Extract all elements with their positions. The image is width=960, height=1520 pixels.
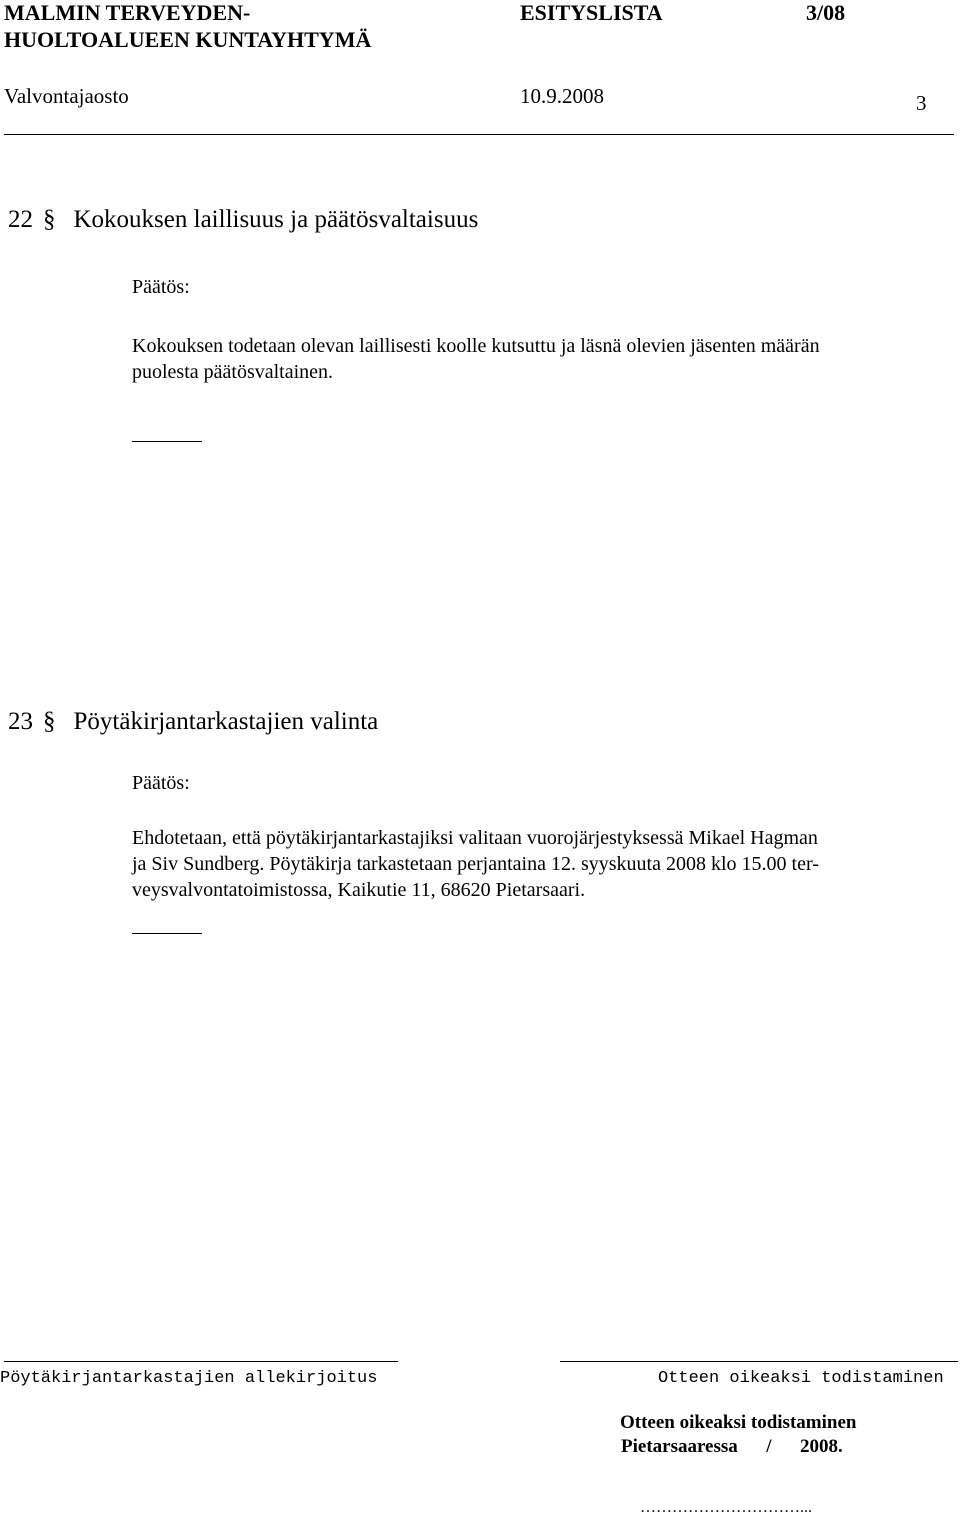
decision-text-line: ja Siv Sundberg. Pöytäkirja tarkastetaan perjantaina 12. syyskuuta 2008 klo 15.00 ter-	[132, 853, 819, 875]
committee-name: Valvontajaosto	[4, 84, 129, 108]
reviewers-signature-label: Pöytäkirjantarkastajien allekirjoitus	[0, 1369, 378, 1388]
doc-number: 3/08	[806, 0, 846, 25]
section-number: 23	[8, 708, 33, 735]
section-heading	[8, 205, 478, 235]
signature-line: …………………………...	[640, 1499, 812, 1516]
certification-title: Otteen oikeaksi todistaminen	[620, 1412, 857, 1433]
section-heading	[8, 707, 378, 737]
signature-rule-right	[560, 1361, 958, 1362]
decision-label: Päätös:	[132, 772, 190, 794]
section-sign: §	[43, 206, 56, 233]
certification-label: Otteen oikeaksi todistaminen	[658, 1369, 944, 1388]
decision-text-line: Ehdotetaan, että pöytäkirjantarkastajiksi valitaan vuorojärjestyksessä Mikael Hagman	[132, 827, 818, 849]
decision-label: Päätös:	[132, 276, 190, 298]
section-title: Kokouksen laillisuus ja päätösvaltaisuus	[73, 206, 479, 233]
section-end-rule	[132, 441, 202, 442]
decision-text-line: veysvalvontatoimistossa, Kaikutie 11, 68620 Pietarsaari.	[132, 879, 586, 901]
section-sign: §	[43, 708, 56, 735]
decision-text-line: puolesta päätösvaltainen.	[132, 361, 334, 383]
decision-text-line: Kokouksen todetaan olevan laillisesti koolle kutsuttu ja läsnä olevien jäsenten määrän	[132, 335, 820, 357]
page-number: 3	[916, 91, 927, 115]
decision-text	[132, 825, 960, 903]
org-name-line1: MALMIN TERVEYDEN-	[4, 0, 251, 25]
section-number: 22	[8, 206, 33, 233]
doc-type: ESITYSLISTA	[520, 0, 663, 25]
meeting-date: 10.9.2008	[520, 84, 604, 108]
decision-text	[132, 333, 960, 385]
org-name-line2: HUOLTOALUEEN KUNTAYHTYMÄ	[4, 27, 372, 52]
section-title: Pöytäkirjantarkastajien valinta	[73, 708, 379, 735]
header-rule	[4, 134, 954, 135]
signature-rule-left	[4, 1361, 398, 1362]
section-end-rule	[132, 933, 202, 934]
certification-place-date: Pietarsaaressa / 2008.	[621, 1436, 843, 1457]
